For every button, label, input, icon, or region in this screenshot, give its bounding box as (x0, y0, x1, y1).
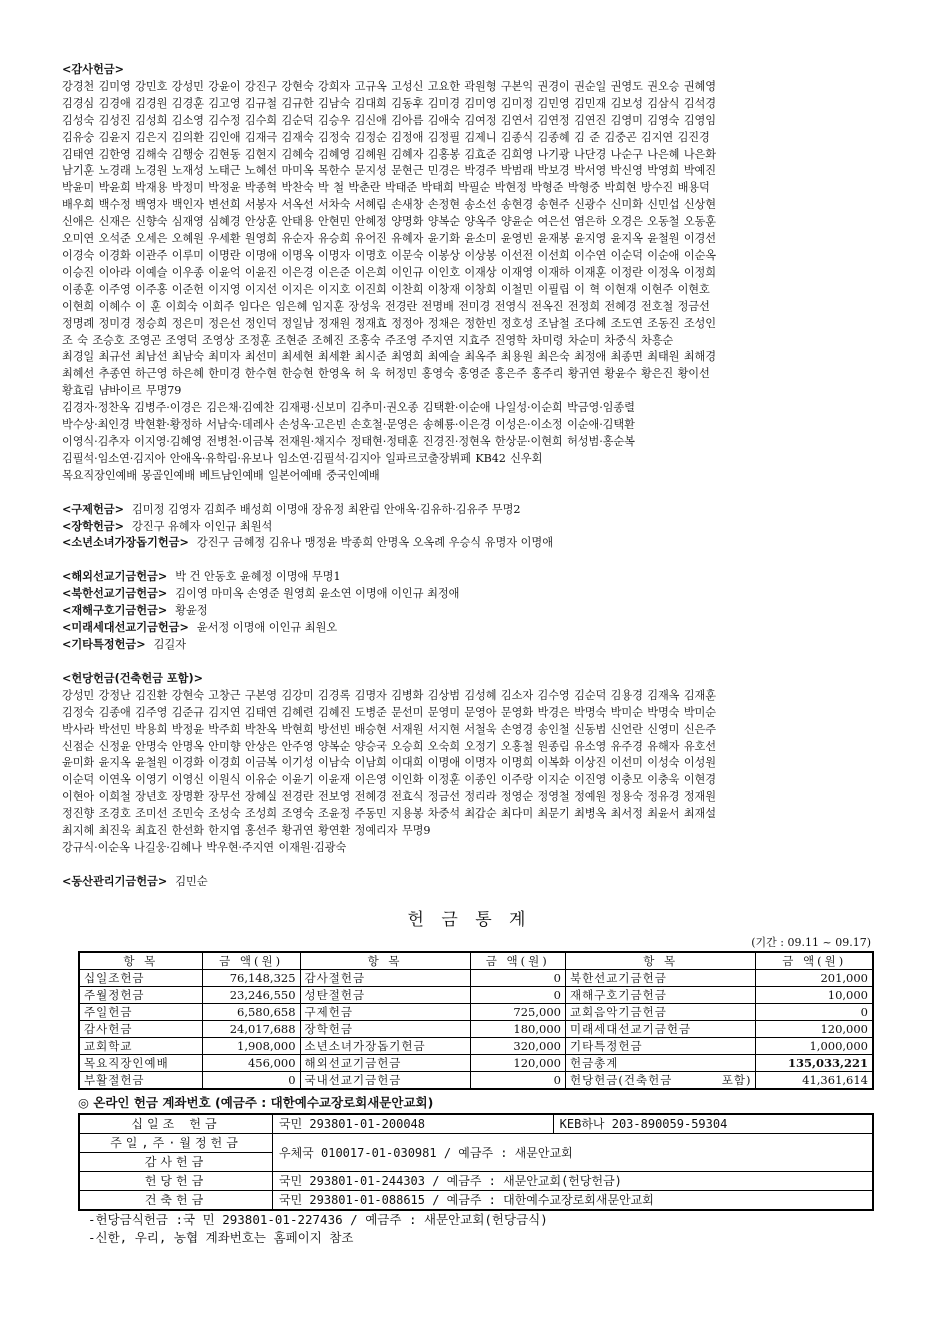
dongsan-section (62, 874, 877, 891)
stats-amount: 10,000 (756, 986, 873, 1003)
account-label: 감사헌금 (79, 1152, 273, 1171)
col-header-amount: 금 액(원) (470, 952, 565, 970)
stats-row (79, 1037, 873, 1054)
donor-line: 김필석·임소연·김지아 안애옥·유학림·유보나 임소연·김필석·김지아 일파르코출장뷔페 KB42 신우회 (62, 451, 543, 465)
stats-table (78, 951, 874, 1090)
stats-period: (기간 : 09.11 ~ 09.17) (751, 935, 871, 949)
stats-item: 국내선교기금헌금 (300, 1071, 470, 1089)
stats-amount: 320,000 (470, 1037, 565, 1054)
stats-item: 교회음악기금헌금 (565, 1003, 755, 1020)
donor-line: 배우희 백수정 백영자 백인자 변선희 서봉자 서옥선 서차숙 서혜림 손새창 손정현 송소선 송현경 송현주 신광수 신미화 신민섭 신상현 (62, 198, 716, 212)
donor-names: 김이영 마미옥 손영준 원영희 윤소연 이명애 이인규 최정애 (175, 587, 460, 601)
section-heading: <동산관리기금헌금> (62, 874, 168, 888)
stats-amount: 135,033,221 (756, 1054, 873, 1071)
donor-line: 남기훈 노경래 노경원 노재성 노태근 노혜선 마미옥 목한수 문지성 문현근 민경은 박경주 박범래 박보경 박서영 박신영 박영희 박예진 (62, 164, 716, 178)
donor-names: 김민순 (175, 874, 208, 888)
stats-item: 소년소녀가장돕기헌금 (300, 1037, 470, 1054)
account-number: 우체국 010017-01-030981 / 예금주 : 새문안교회 (273, 1133, 874, 1171)
donor-line: 정진향 조경호 조미선 조민숙 조성숙 조성희 조영숙 조윤정 주동민 지용봉 차중석 최갑순 최다미 최문기 최병옥 최서정 최윤서 최재설 (62, 807, 716, 821)
stats-amount: 23,246,550 (202, 986, 300, 1003)
stats-item: 구제헌금 (300, 1003, 470, 1020)
col-header-amount: 금 액(원) (202, 952, 300, 970)
donor-line: 신점순 신정윤 안명숙 안명옥 안미향 안상은 안주영 양복순 양승국 오승희 오숙희 오정기 오홍철 원종림 유소영 유주경 유해자 유호선 (62, 739, 716, 753)
donor-line: 최혜선 추종연 하근영 하은혜 한미경 한수현 한승현 한영옥 허 욱 허정민 홍영숙 홍영준 홍은주 홍주리 황귀연 황윤수 황은진 황이선 (62, 367, 710, 381)
stats-amount: 456,000 (202, 1054, 300, 1071)
account-number: 국민 293801-01-200048 (273, 1114, 554, 1134)
stats-amount: 120,000 (470, 1054, 565, 1071)
section-heading: <미래세대선교기금헌금> (62, 621, 189, 635)
stats-row (79, 969, 873, 986)
account-notes (88, 1211, 877, 1247)
section-heading: <해외선교기금헌금> (62, 570, 168, 584)
section-heading: <북한선교기금헌금> (62, 587, 168, 601)
stats-title: 헌 금 통 계 (407, 909, 532, 930)
donor-names: 김길자 (153, 638, 187, 651)
account-number: 국민 293801-01-244303 / 예금주 : 새문안교회(헌당헌금) (273, 1171, 874, 1190)
stats-row (79, 1054, 873, 1071)
account-label: 건축헌금 (79, 1190, 273, 1210)
donor-line: 오미연 오석준 오세은 오혜원 우세환 원영희 유순자 유승희 유어진 유혜자 윤기화 윤소미 윤영빈 윤재봉 윤지영 윤지옥 윤철원 이경선 (62, 232, 716, 246)
donor-names: 윤서정 이명애 이인규 최원오 (196, 621, 338, 635)
donor-line: 최지혜 최진욱 최효진 한선화 한지엽 홍선주 황귀연 황연환 정예리자 무명9 (62, 824, 431, 838)
stats-item: 주일헌금 (79, 1003, 202, 1020)
stats-amount: 76,148,325 (202, 969, 300, 986)
donor-line: 이현희 이혜수 이 훈 이희숙 이희주 임다은 임은혜 임지훈 장성욱 전경란 전명배 전미경 전영식 전옥진 전정희 전혜경 전호철 정금선 (62, 299, 710, 313)
stats-row (79, 1003, 873, 1020)
donor-lines (62, 79, 877, 485)
online-heading: ◎ 온라인 헌금 계좌번호 (예금주 : 대한예수교장로회새문안교회) (78, 1094, 434, 1110)
stats-amount: 1,000,000 (756, 1037, 873, 1054)
donor-line: 김정숙 김종애 김주영 김준규 김지연 김태연 김혜련 김혜진 도병준 문선미 문영미 문영아 문영화 박경은 박명숙 박미순 박명숙 박미순 (62, 705, 716, 719)
stats-item: 장학헌금 (300, 1020, 470, 1037)
stats-amount: 1,908,000 (202, 1037, 300, 1054)
donor-line: 김태연 김한영 김해숙 김행숭 김현동 김현지 김혜숙 김혜영 김혜원 김혜자 김홍봉 김효준 김희영 나기광 나단경 나순구 나은혜 나은화 (62, 147, 716, 161)
section-heading: <재해구호기금헌금> (62, 604, 168, 618)
account-label: 주일,주·월정헌금 (79, 1133, 273, 1152)
stats-amount: 6,580,658 (202, 1003, 300, 1020)
donor-line: 황효림 냠바이르 무명79 (62, 384, 182, 398)
stats-amount: 0 (470, 969, 565, 986)
donor-line: 조 숙 조승호 조영곤 조영덕 조영상 조정훈 조현준 조혜진 조홍숙 주조영 주지연 지효주 진영학 차미령 차순미 차중식 차흥순 (62, 333, 674, 347)
donor-line: 박사라 박선민 박용희 박정윤 박주희 박찬옥 박현희 방선빈 배승현 서재원 서지현 서철욱 손영경 송인철 신동범 신언란 신영미 신은주 (62, 722, 716, 736)
section-heading: <구제헌금> (62, 502, 124, 516)
section-heading: <소년소녀가장돕기헌금> (62, 536, 189, 550)
stats-item: 북한선교기금헌금 (565, 969, 755, 986)
stats-item: 기타특정헌금 (565, 1037, 755, 1054)
donor-line: 신애은 신재은 신향숙 심재영 심혜경 안상훈 안태용 안현민 안혜정 양명화 양복순 양옥주 양윤순 여은선 염은하 오경은 오동철 오동훈 (62, 215, 716, 229)
stats-row (79, 1020, 873, 1037)
donor-names: 강진구 금혜정 김유나 맹정윤 박종희 안명옥 오옥례 우승식 유명자 이명애 (196, 536, 554, 550)
account-number: 국민 293801-01-088615 / 예금주 : 대한예수교장로회새문안교회 (273, 1190, 874, 1210)
donor-line: 이순덕 이연옥 이영기 이영신 이원식 이유순 이윤기 이윤재 이은영 이인화 이정훈 이종인 이주랑 이지순 이진영 이충모 이충욱 이현경 (62, 773, 716, 787)
donor-line: 김유숭 김윤지 김은지 김의환 김인애 김재극 김재숙 김정숙 김정순 김정애 김정필 김제니 김종식 김종혜 김 준 김중곤 김지연 김진경 (62, 130, 710, 144)
donor-line: 최경일 최규선 최남선 최남숙 최미자 최선미 최세현 최세환 최시준 최영희 최예슬 최옥주 최용원 최은숙 최정애 최종면 최태원 최해경 (62, 350, 716, 364)
account-number: KEB하나 203-890059-59304 (553, 1114, 873, 1134)
donor-line: 김성숙 김성진 김성희 김소영 김수정 김수희 김순덕 김승우 김신애 김아름 김애숙 김여정 김연서 김연정 김연진 김영미 김영숙 김영임 (62, 113, 716, 127)
donor-line: 이현아 이희철 장년호 장명환 장무선 장혜실 전경란 전보영 전혜경 전효식 정금선 정리라 정영순 정영철 정예원 정용숙 정유경 정재원 (62, 790, 716, 804)
stats-amount: 0 (756, 1003, 873, 1020)
note-line: -신한, 우리, 농협 계좌번호는 홈페이지 참조 (88, 1229, 354, 1245)
donor-line: 이영식·김추자 이지영·김혜영 전병천·이금복 전재원·채지수 정태현·정태훈 진경진·정현옥 한상문·이현희 허성범·홍순복 (62, 434, 635, 448)
stats-amount: 180,000 (470, 1020, 565, 1037)
stats-item: 성탄절헌금 (300, 986, 470, 1003)
section-heading: <장학헌금> (62, 519, 124, 533)
account-label: 헌당헌금 (79, 1171, 273, 1190)
donor-line: 강경천 김미영 강민호 강성민 강윤이 강진구 강현숙 강희자 고규옥 고성신 고요한 곽원형 구본익 권경이 권순일 권영도 권오승 권혜영 (62, 79, 716, 93)
stats-item: 교회학교 (79, 1037, 202, 1054)
gamsa-section (62, 62, 877, 485)
donor-names: 강진구 유혜자 이인규 최원석 (131, 519, 273, 533)
gujae-section (62, 502, 877, 553)
stats-row (79, 986, 873, 1003)
stats-item: 헌금총계 (565, 1054, 755, 1071)
donor-line: 정명례 정미경 정승희 정은미 정은선 정인덕 정일남 정재원 정재효 정정아 정채은 정한빈 정호성 조남철 조다혜 조도연 조동진 조성인 (62, 316, 716, 330)
account-label: 십일조 헌금 (79, 1114, 273, 1134)
donor-names: 황윤정 (175, 604, 208, 618)
stats-amount: 0 (470, 1071, 565, 1089)
donor-line: 강성민 강정난 김진환 강현숙 고창근 구본영 김강미 김경록 김명자 김병화 김상범 김성혜 김소자 김수영 김순덕 김용경 김재옥 김재훈 (62, 688, 716, 702)
donor-line: 박윤미 박윤희 박재용 박정미 박정윤 박종혁 박찬숙 박 철 박춘란 박태준 박태희 박필순 박현정 박형준 박형중 박희현 방수진 배용덕 (62, 181, 710, 195)
col-header-item: 항 목 (79, 952, 202, 970)
donor-lines (62, 688, 877, 857)
stats-amount: 41,361,614 (756, 1071, 873, 1089)
section-heading: <기타특정헌금> (62, 638, 146, 651)
stats-item: 헌당헌금(건축헌금 포함) (565, 1071, 755, 1089)
mission-section (62, 569, 877, 654)
donor-line: 이경숙 이경화 이관주 이루미 이명란 이명애 이명옥 이명자 이명호 이문숙 이봉상 이상봉 이선전 이선희 이수연 이순덕 이순애 이순옥 (62, 248, 716, 262)
stats-item: 목요직장인예배 (79, 1054, 202, 1071)
stats-item: 해외선교기금헌금 (300, 1054, 470, 1071)
donor-line: 이종훈 이주영 이주홍 이준헌 이지영 이지선 이지은 이지호 이진희 이찬희 이창재 이창희 이철민 이필립 이 혁 이현재 이현주 이현호 (62, 282, 710, 296)
stats-row (79, 1071, 873, 1089)
stats-amount: 0 (202, 1071, 300, 1089)
stats-amount: 201,000 (756, 969, 873, 986)
stats-item: 감사헌금 (79, 1020, 202, 1037)
donor-line: 목요직장인예배 몽골인예배 베트남인예배 일본어예배 중국인예배 (62, 468, 380, 482)
note-line: -헌당금식헌금 :국 민 293801-01-227436 / 예금주 : 새문안교회(헌당금식) (88, 1211, 548, 1227)
offering-list (62, 62, 877, 1247)
stats-item: 미래세대선교기금헌금 (565, 1020, 755, 1037)
donor-line: 윤미화 윤지옥 윤철원 이경화 이경희 이금복 이기성 이남숙 이남희 이대희 이명애 이명자 이명희 이복화 이상진 이선미 이성숙 이성원 (62, 756, 716, 770)
stats-amount: 24,017,688 (202, 1020, 300, 1037)
stats-item: 부활절헌금 (79, 1071, 202, 1089)
stats-item: 감사절헌금 (300, 969, 470, 986)
col-header-amount: 금 액(원) (756, 952, 873, 970)
heondang-section (62, 671, 877, 857)
col-header-item: 항 목 (300, 952, 470, 970)
donor-line: 김경자·정찬옥 김병주·이경은 김은채·김예찬 김재평·신보미 김추미·권오종 김택환·이순애 나일성·이순희 박금영·임종렬 (62, 401, 635, 415)
section-heading: <감사헌금> (62, 63, 124, 76)
section-heading: <헌당헌금(건축헌금 포함)> (62, 671, 203, 685)
col-header-item: 항 목 (565, 952, 755, 970)
donor-line: 김경심 김경애 김경원 김경훈 김고영 김규철 김규한 김남숙 김대희 김동후 김미경 김미영 김미정 김민영 김민재 김보성 김삼식 김석경 (62, 96, 716, 110)
donor-names: 김미정 김영자 김희주 배성희 이명애 장유정 최완림 안애옥·김유하·김유주 무명2 (131, 502, 521, 516)
account-table (78, 1113, 874, 1211)
donor-line: 이승진 이아라 이예슬 이우종 이윤억 이윤진 이은경 이은준 이은희 이인규 이인호 이재상 이재영 이재하 이재훈 이정란 이정옥 이정희 (62, 265, 716, 279)
stats-amount: 120,000 (756, 1020, 873, 1037)
stats-amount: 725,000 (470, 1003, 565, 1020)
stats-item: 십일조헌금 (79, 969, 202, 986)
stats-item: 재해구호기금헌금 (565, 986, 755, 1003)
donor-line: 강규식·이순옥 나길웅·김혜나 박우현·주지연 이재원·김광숙 (62, 840, 347, 854)
donor-names: 박 건 안동호 윤혜정 이명애 무명1 (175, 570, 341, 584)
stats-item: 주월정헌금 (79, 986, 202, 1003)
stats-amount: 0 (470, 986, 565, 1003)
donor-line: 박수상·최인경 박현환·황정하 서남숙·데레사 손성옥·고은빈 손호철·문영은 송혜룡·이은경 이성은·이소정 이순애·김택환 (62, 418, 635, 432)
